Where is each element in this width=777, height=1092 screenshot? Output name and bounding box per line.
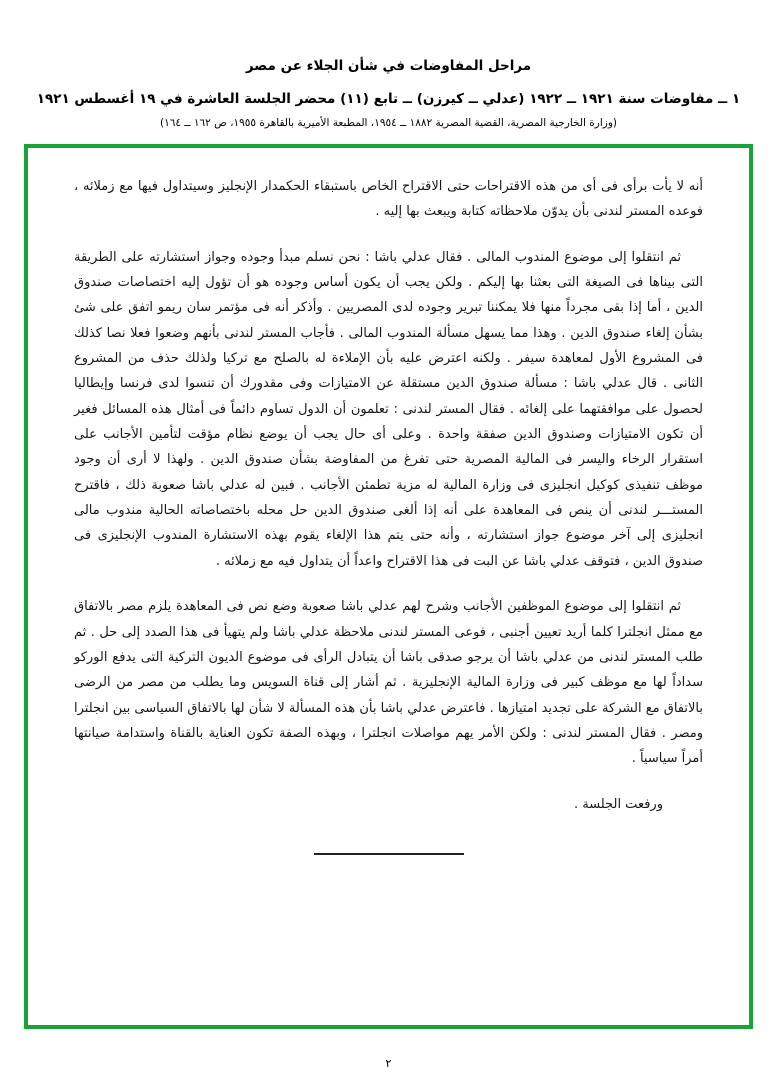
horizontal-rule bbox=[314, 853, 464, 855]
page-title: مراحل المفاوضات في شأن الجلاء عن مصر bbox=[245, 58, 532, 74]
document-source-citation: (وزارة الخارجية المصرية، القضية المصرية ١٨٨٢ ــ ١٩٥٤، المطبعة الأميرية بالقاهرة ١٩٥٥، ص ١٦٢ ــ ١٦٤) bbox=[159, 117, 618, 130]
end-rule-container bbox=[74, 839, 703, 864]
document-body bbox=[74, 174, 703, 1007]
paragraph-1: أنه لا يأت برأى فى أى من هذه الاقتراحات حتى الاقتراح الخاص باستبقاء الحكمدار الإنجليز وسيتداول فيها مع زملائه ، فوعده المستر لندنى بأن يدوّن ملاحظاته كتابة ويبعث بها إليه . bbox=[74, 179, 703, 220]
document-header bbox=[0, 0, 777, 129]
page-number: ٢ bbox=[385, 1057, 392, 1070]
document-subtitle: ١ ــ مفاوضات سنة ١٩٢١ ــ ١٩٢٢ (عدلي ــ كيرزن) ــ تابع (١١) محضر الجلسة العاشرة في ١٩ أغسطس ١٩٢١ bbox=[36, 91, 741, 108]
paragraph-3: ثم انتقلوا إلى موضوع الموظفين الأجانب وشرح لهم عدلي باشا صعوبة وضع نص فى المعاهدة يلزم مصر بالاتفاق مع ممثل انجلترا كلما أريد تعيين أجنبى ، فوعى المستر لندنى ملاحظة عدلي باشا ولم يتهيأ فى هذا الصدد إلى حل . ثم طلب المستر لندنى من عدلي باشا أن يرجو صدقى باشا أن يتبادل الرأى فى موضوع الديون التركية التى يدفع الوركو سداداً لها مع موظف كبير فى وزارة المالية الإنجليزية . ثم أشار إلى قناة السويس وما يطلب من مصر من الرضى بالاتفاق مع الشركة على تجديد امتيازها . فاعترض عدلي باشا بأن هذه المسألة لا شأن لها بالاتفاق السياسى بين انجلترا ومصر . فقال المستر لندنى : ولكن الأمر يهم مواصلات انجلترا ، وبهذه الصفة تكون العناية بالقناة واستدامة صيانتها أمراً سياسياً . bbox=[74, 599, 703, 767]
closing-line: ورفعت الجلسة . bbox=[573, 796, 663, 812]
paragraph-2: ثم انتقلوا إلى موضوع المندوب المالى . فقال عدلي باشا : نحن نسلم مبدأ وجوده وجواز استشارته على الطريقة التى بيناها فى الصيغة التى بعثنا بها إليكم . ولكن يجب أن يكون أساس وجوده هو أن تؤول إليه اختصاصات صندوق الدين ، أما إذا بقى مجرداً منها فلا يمكننا تبرير وجوده لدى المصريين . وأذكر أنه فى مؤتمر سان ريمو اتفق على شئ بشأن إلغاء صندوق الدين . وهذا مما يسهل مسألة المندوب المالى . فأجاب المستر لندنى بأنهم وضعوا فعلا نصا كذلك فى المشروع الأول لمعاهدة سيفر . ولكنه اعترض عليه بأن الإملاءة له بالصلح مع تركيا ولذلك حذف من المشروع الثانى . قال عدلي باشا : مسألة صندوق الدين مستقلة عن الامتيازات وفى مقدورك أن تنسوا لدى فرنسا وإيطاليا لحصول على موافقتهما على إلغائه . فقال المستر لندنى : تعلمون أن الدول تساوم دائماً فى أمثال هذه المسائل فغير أن تكون الامتيازات وصندوق الدين صفقة واحدة . وعلى أى حال يجب أن يوضع نظام مؤقت لتأمين الأجانب على استقرار الرخاء واليسر فى المالية المصرية حتى تفرغ من المفاوضة بشأن صندوق الدين . ولهذا لا أرى أن وجود موظف تنفيذى كوكيل انجليزى فى وزارة المالية له مزية تطمئن الأجانب . فبين له عدلي باشا صعوبة ذلك ، فاقترح المستـــر لندنى أن ينص فى المعاهدة على أنه إذا ألغى صندوق الدين حل محله باختصاصاته الحالية مندوب مالى انجليزى إلى آخر موضوع جواز استشارته ، وأنه حتى يتم هذا الإلغاء يقوم بهذه الاستشارة المندوب الإنجليزى فى صندوق الدين ، فتوقف عدلي باشا عن البت فى هذا الاقتراح واعداً أن يتداول فيه مع زملائه . bbox=[74, 249, 703, 569]
content-frame bbox=[24, 144, 753, 1029]
